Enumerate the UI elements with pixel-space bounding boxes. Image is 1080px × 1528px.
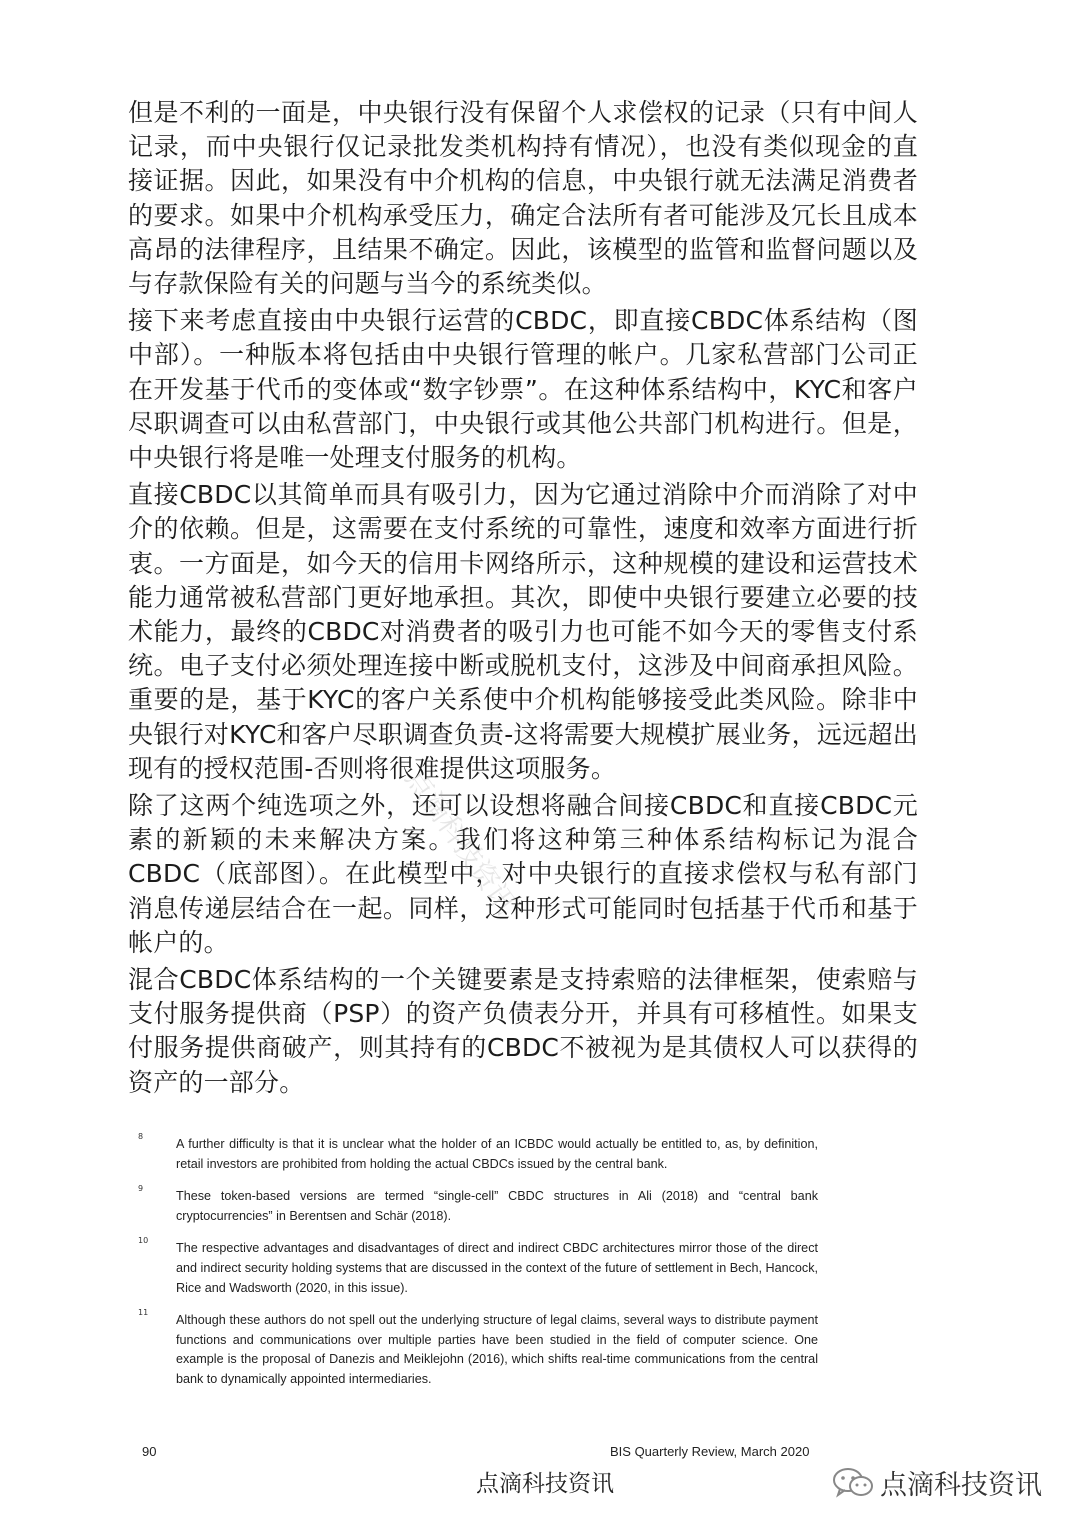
footnote-number: 9 bbox=[138, 1184, 144, 1194]
watermark: 点滴科技资讯 bbox=[398, 762, 523, 920]
footnote bbox=[138, 1184, 818, 1226]
wechat-icon bbox=[832, 1467, 874, 1499]
footnote-number: 8 bbox=[138, 1132, 144, 1141]
body-text bbox=[128, 96, 918, 1100]
footnote bbox=[138, 1308, 818, 1389]
footnote bbox=[138, 1132, 818, 1174]
paragraph: 接下来考虑直接由中央银行运营的CBDC，即直接CBDC体系结构（图中部）。一种版本将包括由中央银行管理的帐户。几家私营部门公司正在开发基于代币的变体或“数字钞票”。在这种体系结构中，KYC和客户尽职调查可以由私营部门，中央银行或其他公共部门机构进行。但是，中央银行将是唯一处理支付服务的机构。 bbox=[128, 306, 918, 473]
footnote-number: 11 bbox=[138, 1308, 149, 1318]
paragraph: 混合CBDC体系结构的一个关键要素是支持索赔的法律框架，使索赔与支付服务提供商（PSP）的资产负债表分开，并具有可移植性。如果支付服务提供商破产，则其持有的CBDC不被视为是其债权人可以获得的资产的一部分。 bbox=[128, 965, 918, 1097]
paragraph: 但是不利的一面是，中央银行没有保留个人求偿权的记录（只有中间人记录，而中央银行仅记录批发类机构持有情况），也没有类似现金的直接证据。因此，如果没有中介机构的信息，中央银行就无法满足消费者的要求。如果中介机构承受压力，确定合法所有者可能涉及冗长且成本高昂的法律程序，且结果不确定。因此，该模型的监管和监督问题以及与存款保险有关的问题与当今的系统类似。 bbox=[128, 98, 918, 299]
paragraph: 直接CBDC以其简单而具有吸引力，因为它通过消除中介而消除了对中介的依赖。但是，这需要在支付系统的可靠性，速度和效率方面进行折衷。一方面是，如今天的信用卡网络所示，这种规模的建设和运营技术能力通常被私营部门更好地承担。其次，即使中央银行要建立必要的技术能力，最终的CBDC对消费者的吸引力也可能不如今天的零售支付系统。电子支付必须处理连接中断或脱机支付，这涉及中间商承担风险。重要的是，基于KYC的客户关系使中介机构能够接受此类风险。除非中央银行对KYC和客户尽职调查负责-这将需要大规模扩展业务，远远超出现有的授权范围-否则将很难提供这项服务。 bbox=[128, 480, 918, 783]
paragraph: 除了这两个纯选项之外，还可以设想将融合间接CBDC和直接CBDC元素的新颖的未来解决方案。我们将这种第三种体系结构标记为混合CBDC（底部图）。在此模型中，对中央银行的直接求偿权与私有部门消息传递层结合在一起。同样，这种形式可能同时包括基于代币和基于帐户的。 bbox=[128, 791, 918, 957]
footnote-number: 10 bbox=[138, 1236, 149, 1246]
wechat-account-name: 点滴科技资讯 bbox=[880, 1470, 1042, 1501]
footnotes bbox=[138, 1132, 818, 1403]
page-number: 90 bbox=[142, 1444, 157, 1459]
footnote bbox=[138, 1236, 818, 1298]
footnote-text: Although these authors do not spell out the underlying structure of legal claims, several ways to distribute payment functions and communications over multiple parties have been studied in the field of computer science. One example is the proposal of Danezis and Meiklejohn (2016), which shifts real-time communications from the central bank to dynamically appointed intermediaries. bbox=[176, 1313, 818, 1386]
footnote-text: A further difficulty is that it is unclear what the holder of an ICBDC would actually be entitled to, as, by definition, retail investors are prohibited from holding the actual CBDCs issued by the central bank. bbox=[176, 1137, 818, 1171]
wechat-watermark bbox=[832, 1463, 1042, 1502]
source-caption: 点滴科技资讯 bbox=[476, 1471, 614, 1497]
journal-title: BIS Quarterly Review, March 2020 bbox=[610, 1444, 810, 1459]
footnote-text: These token-based versions are termed “single-cell” CBDC structures in Ali (2018) and “central bank cryptocurrencies” in Berentsen and Schär (2018). bbox=[176, 1189, 818, 1223]
footnote-text: The respective advantages and disadvantages of direct and indirect CBDC architectures mirror those of the direct and indirect security holding systems that are discussed in the context of the future of settlement in Bech, Hancock, Rice and Wadsworth (2020, in this issue). bbox=[176, 1241, 818, 1295]
